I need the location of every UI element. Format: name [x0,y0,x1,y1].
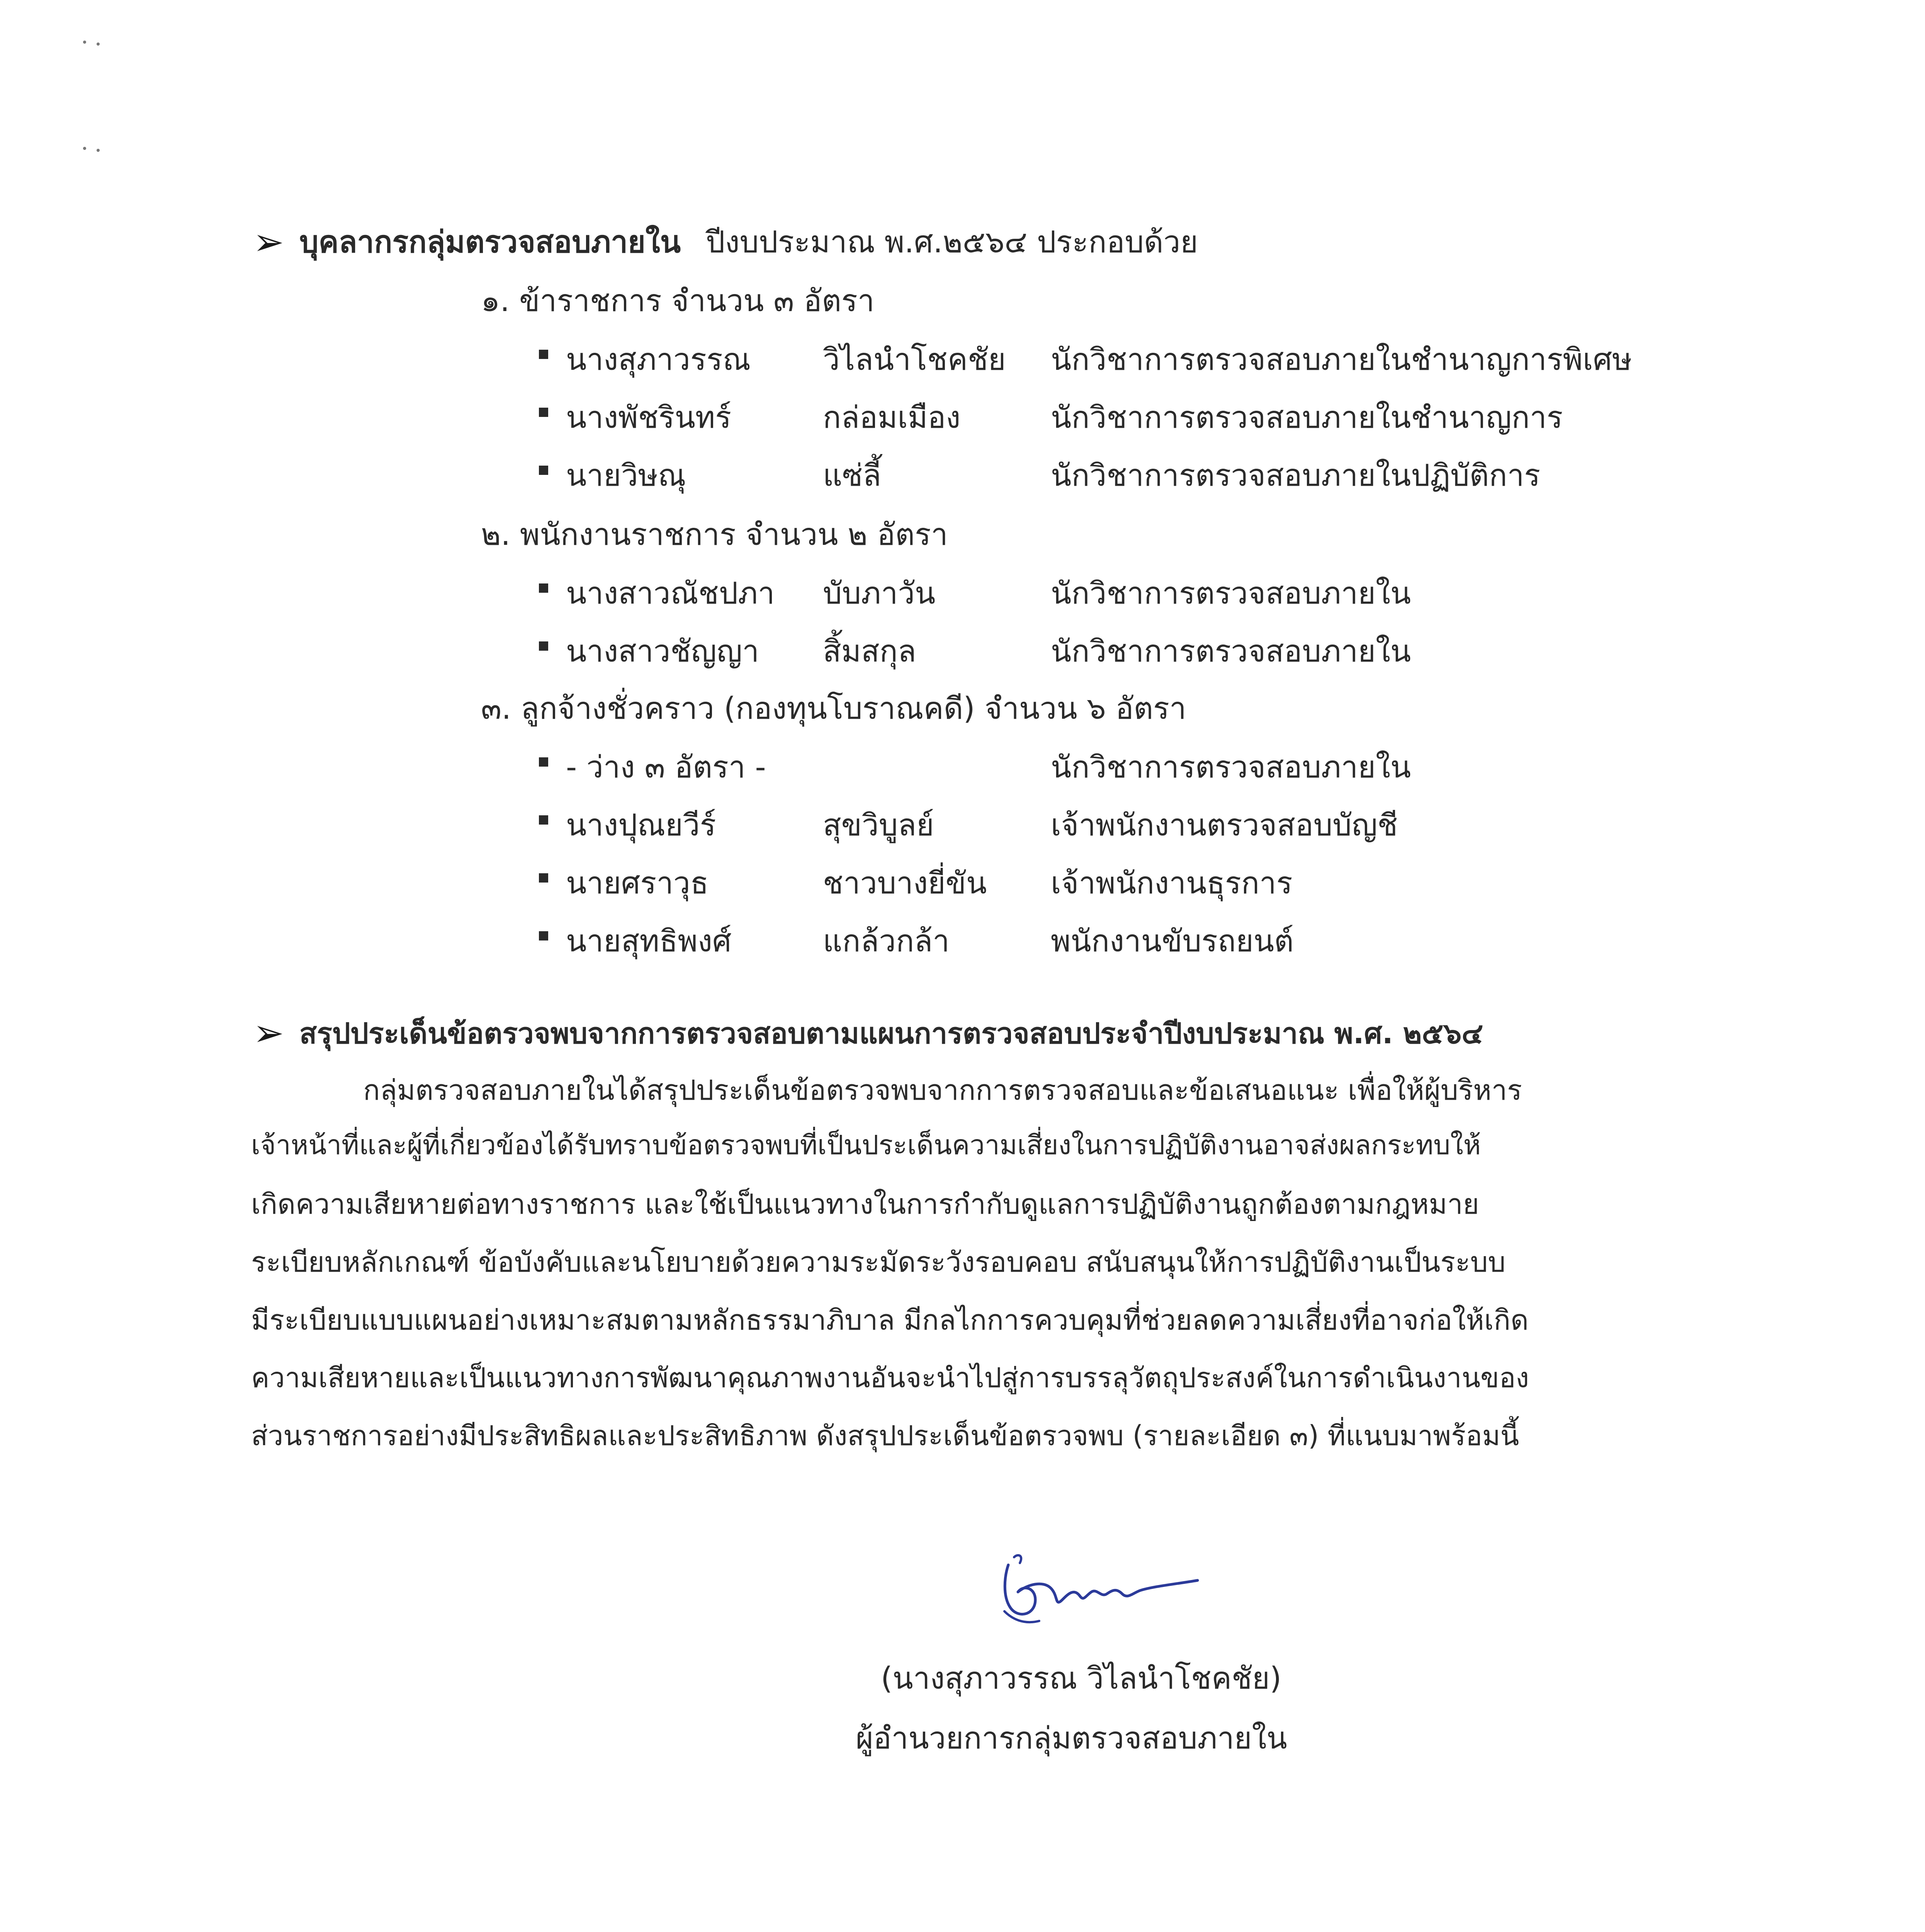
section1-heading-bold: บุคลากรกลุ่มตรวจสอบภายใน [299,225,681,260]
member-name-vacant: - ว่าง ๓ อัตรา - [566,750,766,785]
scan-speck [97,43,100,46]
member-position: นักวิชาการตรวจสอบภายใน [1051,576,1411,611]
paragraph-line: ระเบียบหลักเกณฑ์ ข้อบังคับและนโยบายด้วยความระมัดระวังรอบคอบ สนับสนุนให้การปฏิบัติงานเป็นระบบ [251,1246,1506,1278]
member-name: นางปุณยวีร์ [566,808,716,843]
member-name: นายสุทธิพงศ์ [566,924,732,959]
paragraph-line: มีระเบียบแบบแผนอย่างเหมาะสมตามหลักธรรมาภิบาล มีกลไกการควบคุมที่ช่วยลดความเสี่ยงที่อาจก่อให้เกิด [251,1304,1529,1336]
member-name: นางสุภาวรรณ [566,342,751,377]
section2-heading: สรุปประเด็นข้อตรวจพบจากการตรวจสอบตามแผนการตรวจสอบประจำปีงบประมาณ พ.ศ. ๒๕๖๔ [299,1017,1483,1050]
paragraph-line: เจ้าหน้าที่และผู้ที่เกี่ยวข้องได้รับทราบข้อตรวจพบที่เป็นประเด็นความเสี่ยงในการปฏิบัติงานอาจส่งผลกระทบให้ [251,1130,1481,1161]
scan-speck [83,41,86,44]
member-surname: กล่อมเมือง [823,400,961,435]
handwritten-signature [981,1542,1213,1646]
member-position: เจ้าพนักงานธุรการ [1051,866,1293,901]
scan-speck [83,147,86,150]
member-surname: แซ่ลี้ [823,458,882,493]
member-name: นางสาวณัชปภา [566,576,775,611]
member-name: นางพัชรินทร์ [566,400,732,435]
member-position: นักวิชาการตรวจสอบภายใน [1051,750,1411,785]
bullet-icon [539,408,548,417]
section1-heading [299,225,1198,260]
member-position: นักวิชาการตรวจสอบภายใน [1051,634,1411,669]
member-name: นางสาวชัญญา [566,634,759,669]
group-label-civil-servants: ๑. ข้าราชการ จำนวน ๓ อัตรา [481,284,875,318]
bullet-icon [539,641,548,651]
member-surname: วิไลนำโชคชัย [823,342,1006,377]
member-name: นายวิษณุ [566,458,686,493]
member-surname: สุขวิบูลย์ [823,808,934,843]
member-position: นักวิชาการตรวจสอบภายในชำนาญการ [1051,400,1563,435]
bullet-icon [539,873,548,883]
member-position: นักวิชาการตรวจสอบภายในปฏิบัติการ [1051,458,1541,493]
arrow-bullet-icon: ➢ [253,1011,284,1054]
bullet-icon [539,815,548,825]
signatory-name: (นางสุภาวรรณ วิไลนำโชคชัย) [881,1661,1282,1696]
group-label-government-employees: ๒. พนักงานราชการ จำนวน ๒ อัตรา [481,517,948,552]
member-surname: บับภาวัน [823,576,936,611]
scan-speck [97,149,100,152]
group-label-temporary-employees: ๓. ลูกจ้างชั่วคราว (กองทุนโบราณคดี) จำนวน ๖ อัตรา [481,691,1186,726]
member-name: นายศราวุธ [566,866,709,901]
member-position: พนักงานขับรถยนต์ [1051,924,1294,959]
signatory-title: ผู้อำนวยการกลุ่มตรวจสอบภายใน [856,1721,1287,1756]
bullet-icon [539,350,548,359]
member-surname: ชาวบางยี่ขัน [823,866,987,901]
paragraph-line: ความเสียหายและเป็นแนวทางการพัฒนาคุณภาพงานอันจะนำไปสู่การบรรลุวัตถุประสงค์ในการดำเนินงานของ [251,1362,1529,1394]
section1-heading-rest: ปีงบประมาณ พ.ศ.๒๕๖๔ ประกอบด้วย [705,225,1198,260]
bullet-icon [539,583,548,593]
paragraph-line: เกิดความเสียหายต่อทางราชการ และใช้เป็นแนวทางในการกำกับดูแลการปฏิบัติงานถูกต้องตามกฎหมาย [251,1188,1479,1220]
arrow-bullet-icon: ➢ [253,220,284,264]
member-position: เจ้าพนักงานตรวจสอบบัญชี [1051,808,1398,843]
member-surname: แกล้วกล้า [823,924,950,959]
bullet-icon [539,466,548,475]
paragraph-line: ส่วนราชการอย่างมีประสิทธิผลและประสิทธิภาพ ดังสรุปประเด็นข้อตรวจพบ (รายละเอียด ๓) ที่แนบมาพร้อมนี้ [251,1420,1519,1452]
bullet-icon [539,757,548,767]
bullet-icon [539,931,548,940]
paragraph-line: กลุ่มตรวจสอบภายในได้สรุปประเด็นข้อตรวจพบจากการตรวจสอบและข้อเสนอแนะ เพื่อให้ผู้บริหาร [363,1074,1522,1106]
member-position: นักวิชาการตรวจสอบภายในชำนาญการพิเศษ [1051,342,1632,377]
member-surname: สิ้มสกุล [823,634,916,669]
